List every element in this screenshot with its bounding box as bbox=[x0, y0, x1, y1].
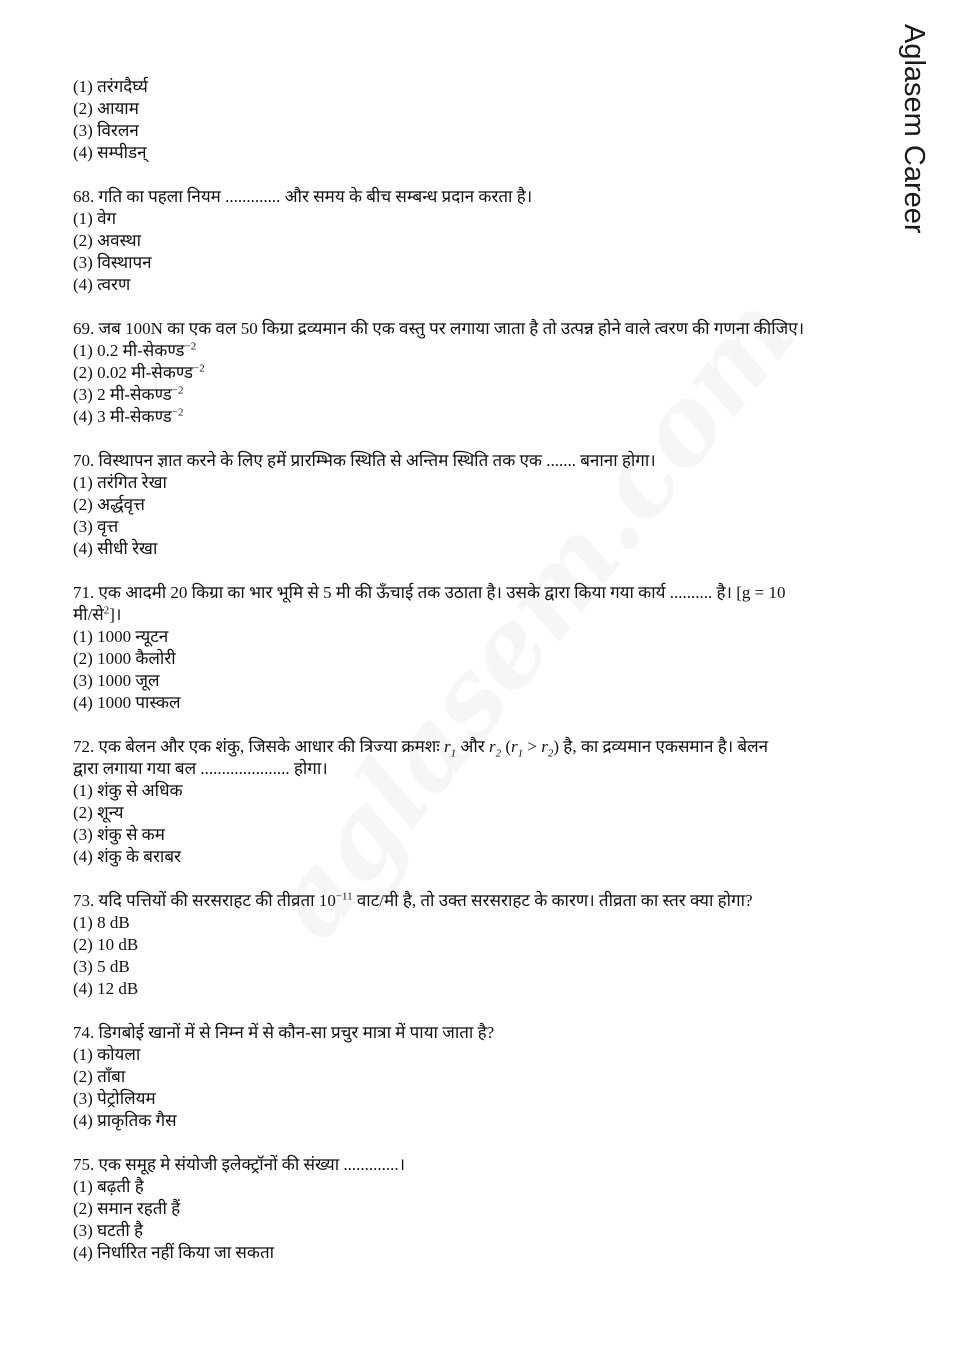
option: (4) 1000 पास्कल bbox=[73, 693, 181, 712]
option: (1) तरंगित रेखा bbox=[73, 473, 167, 492]
option: (3) वृत्त bbox=[73, 517, 119, 536]
option: (3) विरलन bbox=[73, 121, 139, 140]
option: (1) कोयला bbox=[73, 1045, 141, 1064]
option: (2) अर्द्धवृत्त bbox=[73, 495, 145, 514]
option: (1) 0.2 मी-सेकण्ड$^{-2}$ bbox=[73, 340, 197, 360]
option: (4) सीधी रेखा bbox=[73, 539, 158, 558]
question-67 bbox=[73, 76, 885, 164]
option: (2) 1000 कैलोरी bbox=[73, 649, 176, 668]
math-inequality: $(r_1 > r_2)$ bbox=[505, 737, 560, 760]
question-74 bbox=[73, 1022, 885, 1132]
option: (4) निर्धारित नहीं किया जा सकता bbox=[73, 1243, 275, 1262]
option: (4) 12 dB bbox=[73, 979, 139, 998]
question-text: 73. यदि पत्तियों की सरसराहट की तीव्रता $10^{-11}$ वाट/मी है, तो उक्त सरसराहट के कारण। तीव्रता का स्तर क्या होगा? bbox=[73, 890, 753, 910]
question-text-continued: मी/से$^2$]। bbox=[73, 604, 122, 624]
option: (1) तरंगदैर्घ्य bbox=[73, 77, 148, 96]
option: (4) सम्पीडन् bbox=[73, 143, 147, 162]
option: (1) बढ़ती है bbox=[73, 1177, 144, 1196]
option: (4) 3 मी-सेकण्ड$^{-2}$ bbox=[73, 406, 184, 426]
question-text-continued: द्वारा लगाया गया बल ..................... होगा। bbox=[73, 759, 328, 778]
option: (1) शंकु से अधिक bbox=[73, 781, 183, 800]
question-68 bbox=[73, 186, 885, 296]
question-71 bbox=[73, 582, 885, 714]
option: (3) पेट्रोलियम bbox=[73, 1089, 156, 1108]
option: (2) शून्य bbox=[73, 803, 124, 822]
option: (1) 1000 न्यूटन bbox=[73, 627, 169, 646]
option: (3) शंकु से कम bbox=[73, 825, 165, 844]
option: (3) 1000 जूल bbox=[73, 671, 160, 690]
question-69 bbox=[73, 318, 885, 428]
question-text: 68. गति का पहला नियम ............. और समय के बीच सम्बन्ध प्रदान करता है। bbox=[73, 187, 533, 206]
math-r2: $r_2$ bbox=[488, 737, 502, 760]
question-text: 70. विस्थापन ज्ञात करने के लिए हमें प्रारम्भिक स्थिति से अन्तिम स्थिति तक एक ....... बनाना होगा। bbox=[73, 451, 656, 470]
option: (1) वेग bbox=[73, 209, 117, 228]
math-intensity: $10^{-11}$ bbox=[318, 890, 353, 910]
option: (2) ताँबा bbox=[73, 1067, 126, 1086]
option: (1) 8 dB bbox=[73, 913, 130, 932]
option: (4) त्वरण bbox=[73, 275, 131, 294]
option: (2) 0.02 मी-सेकण्ड$^{-2}$ bbox=[73, 362, 205, 382]
question-73 bbox=[73, 890, 885, 1000]
option: (3) 5 dB bbox=[73, 957, 130, 976]
question-72 bbox=[73, 736, 885, 868]
question-text: 71. एक आदमी 20 किग्रा का भार भूमि से 5 मी की ऊँचाई तक उठाता है। उसके द्वारा किया गया कार्य .......... है। [g = 10 bbox=[73, 583, 786, 602]
option: (4) शंकु के बराबर bbox=[73, 847, 181, 866]
question-75 bbox=[73, 1154, 885, 1264]
question-text: 74. डिगबोई खानों में से निम्न में से कौन-सा प्रचुर मात्रा में पाया जाता है? bbox=[73, 1023, 495, 1042]
option: (3) 2 मी-सेकण्ड$^{-2}$ bbox=[73, 384, 184, 404]
question-70 bbox=[73, 450, 885, 560]
option: (3) विस्थापन bbox=[73, 253, 152, 272]
math-r1: $r_1$ bbox=[444, 737, 457, 760]
option: (3) घटती है bbox=[73, 1221, 144, 1240]
question-text: 69. जब 100N का एक वल 50 किग्रा द्रव्यमान की एक वस्तु पर लगाया जाता है तो उत्पन्न होने वाले त्वरण की गणना कीजिए। bbox=[73, 319, 805, 338]
option: (2) अवस्था bbox=[73, 231, 142, 250]
option: (2) 10 dB bbox=[73, 935, 139, 954]
option: (2) आयाम bbox=[73, 99, 139, 118]
question-list bbox=[73, 76, 885, 1286]
option: (4) प्राकृतिक गैस bbox=[73, 1111, 177, 1130]
option: (2) समान रहती हैं bbox=[73, 1199, 181, 1218]
question-text: 75. एक समूह मे संयोजी इलेक्ट्रॉनों की संख्या .............। bbox=[73, 1155, 406, 1174]
side-brand-label: Aglasem Career bbox=[898, 24, 930, 234]
question-text: 72. एक बेलन और एक शंकु, जिसके आधार की त्रिज्या क्रमशः $r_1$ और $r_2$ $(r_1 > r_2)$ है, का द्रव्यमान एकसमान है। बेलन bbox=[73, 737, 769, 760]
